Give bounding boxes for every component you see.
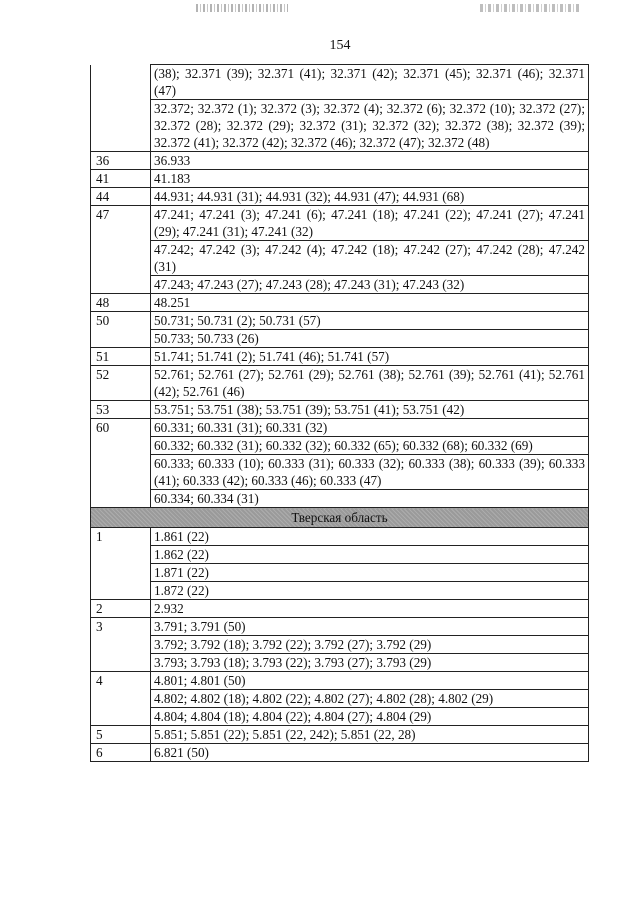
row-number-cell: 3 (91, 618, 151, 672)
code-entry-cell: 32.372; 32.372 (1); 32.372 (3); 32.372 (4); 32.372 (6); 32.372 (10); 32.372 (27); 32.372 (28); 32.372 (29); 32.372 (31); 32.372 (32); 32.372 (38); 32.372 (39); 32.372 (41); 32.372 (42); 32.372 (46); 32.372 (47); 32.372 (48) (151, 100, 589, 152)
table-row (91, 600, 589, 618)
table-row (91, 582, 589, 600)
code-entry-cell: 1.872 (22) (151, 582, 589, 600)
row-number-cell: 51 (91, 348, 151, 366)
row-number-cell: 60 (91, 419, 151, 508)
table-row (91, 672, 589, 690)
table-row (91, 294, 589, 312)
table-row (91, 490, 589, 508)
table-row (91, 636, 589, 654)
table-row (91, 401, 589, 419)
code-entry-cell: 52.761; 52.761 (27); 52.761 (29); 52.761 (38); 52.761 (39); 52.761 (41); 52.761 (42); 52.761 (46) (151, 366, 589, 401)
region-heading-row (91, 508, 589, 528)
code-entry-cell: 50.733; 50.733 (26) (151, 330, 589, 348)
code-entry-cell: 5.851; 5.851 (22); 5.851 (22, 242); 5.851 (22, 28) (151, 726, 589, 744)
code-entry-cell: 6.821 (50) (151, 744, 589, 762)
code-entry-cell: 47.242; 47.242 (3); 47.242 (4); 47.242 (18); 47.242 (27); 47.242 (28); 47.242 (31) (151, 241, 589, 276)
code-entry-cell: 4.801; 4.801 (50) (151, 672, 589, 690)
code-entry-cell: 48.251 (151, 294, 589, 312)
code-entry-cell: 36.933 (151, 152, 589, 170)
table-row (91, 276, 589, 294)
row-number-cell: 47 (91, 206, 151, 294)
code-entry-cell: 3.791; 3.791 (50) (151, 618, 589, 636)
row-number-cell: 4 (91, 672, 151, 726)
table-row (91, 170, 589, 188)
table-row (91, 419, 589, 437)
code-entry-cell: 1.871 (22) (151, 564, 589, 582)
table-row (91, 618, 589, 636)
code-entry-cell: 2.932 (151, 600, 589, 618)
scan-artifact-left (196, 4, 288, 12)
table-row (91, 312, 589, 330)
row-number-cell: 1 (91, 528, 151, 600)
region-heading: Тверская область (91, 508, 589, 528)
code-entry-cell: 60.332; 60.332 (31); 60.332 (32); 60.332 (65); 60.332 (68); 60.332 (69) (151, 437, 589, 455)
code-entry-cell: 60.331; 60.331 (31); 60.331 (32) (151, 419, 589, 437)
row-number-cell: 50 (91, 312, 151, 348)
table-row (91, 744, 589, 762)
table-row (91, 366, 589, 401)
codes-table (90, 64, 589, 762)
code-entry-cell: 47.241; 47.241 (3); 47.241 (6); 47.241 (18); 47.241 (22); 47.241 (27); 47.241 (29); 47.241 (31); 47.241 (32) (151, 206, 589, 241)
code-entry-cell: 3.793; 3.793 (18); 3.793 (22); 3.793 (27); 3.793 (29) (151, 654, 589, 672)
row-number-cell: 36 (91, 152, 151, 170)
table-row (91, 528, 589, 546)
code-entry-cell: 1.862 (22) (151, 546, 589, 564)
table-row (91, 726, 589, 744)
table-row (91, 330, 589, 348)
code-entry-cell: 51.741; 51.741 (2); 51.741 (46); 51.741 (57) (151, 348, 589, 366)
scan-artifact-right (480, 4, 580, 12)
row-number-cell: 41 (91, 170, 151, 188)
table-row (91, 206, 589, 241)
table-row (91, 348, 589, 366)
row-number-cell (91, 65, 151, 152)
code-entry-cell: 60.334; 60.334 (31) (151, 490, 589, 508)
table-row (91, 241, 589, 276)
code-entry-cell: 4.802; 4.802 (18); 4.802 (22); 4.802 (27); 4.802 (28); 4.802 (29) (151, 690, 589, 708)
table-row (91, 690, 589, 708)
row-number-cell: 6 (91, 744, 151, 762)
table-row (91, 152, 589, 170)
row-number-cell: 52 (91, 366, 151, 401)
code-entry-cell: 4.804; 4.804 (18); 4.804 (22); 4.804 (27); 4.804 (29) (151, 708, 589, 726)
table-row (91, 437, 589, 455)
row-number-cell: 44 (91, 188, 151, 206)
codes-table-body (91, 65, 589, 762)
table-row (91, 100, 589, 152)
table-row (91, 188, 589, 206)
code-entry-cell: 41.183 (151, 170, 589, 188)
page-number: 154 (329, 38, 351, 53)
table-row (91, 65, 589, 100)
table-row (91, 654, 589, 672)
row-number-cell: 5 (91, 726, 151, 744)
code-entry-cell: 60.333; 60.333 (10); 60.333 (31); 60.333 (32); 60.333 (38); 60.333 (39); 60.333 (41); 60.333 (42); 60.333 (46); 60.333 (47) (151, 455, 589, 490)
code-entry-cell: 1.861 (22) (151, 528, 589, 546)
table-row (91, 564, 589, 582)
code-entry-cell: 47.243; 47.243 (27); 47.243 (28); 47.243 (31); 47.243 (32) (151, 276, 589, 294)
code-entry-cell: 50.731; 50.731 (2); 50.731 (57) (151, 312, 589, 330)
row-number-cell: 53 (91, 401, 151, 419)
code-entry-cell: 53.751; 53.751 (38); 53.751 (39); 53.751 (41); 53.751 (42) (151, 401, 589, 419)
table-row (91, 455, 589, 490)
table-row (91, 708, 589, 726)
row-number-cell: 2 (91, 600, 151, 618)
code-entry-cell: 3.792; 3.792 (18); 3.792 (22); 3.792 (27); 3.792 (29) (151, 636, 589, 654)
code-entry-cell: 44.931; 44.931 (31); 44.931 (32); 44.931 (47); 44.931 (68) (151, 188, 589, 206)
code-entry-cell: (38); 32.371 (39); 32.371 (41); 32.371 (42); 32.371 (45); 32.371 (46); 32.371 (47) (151, 65, 589, 100)
row-number-cell: 48 (91, 294, 151, 312)
table-row (91, 546, 589, 564)
